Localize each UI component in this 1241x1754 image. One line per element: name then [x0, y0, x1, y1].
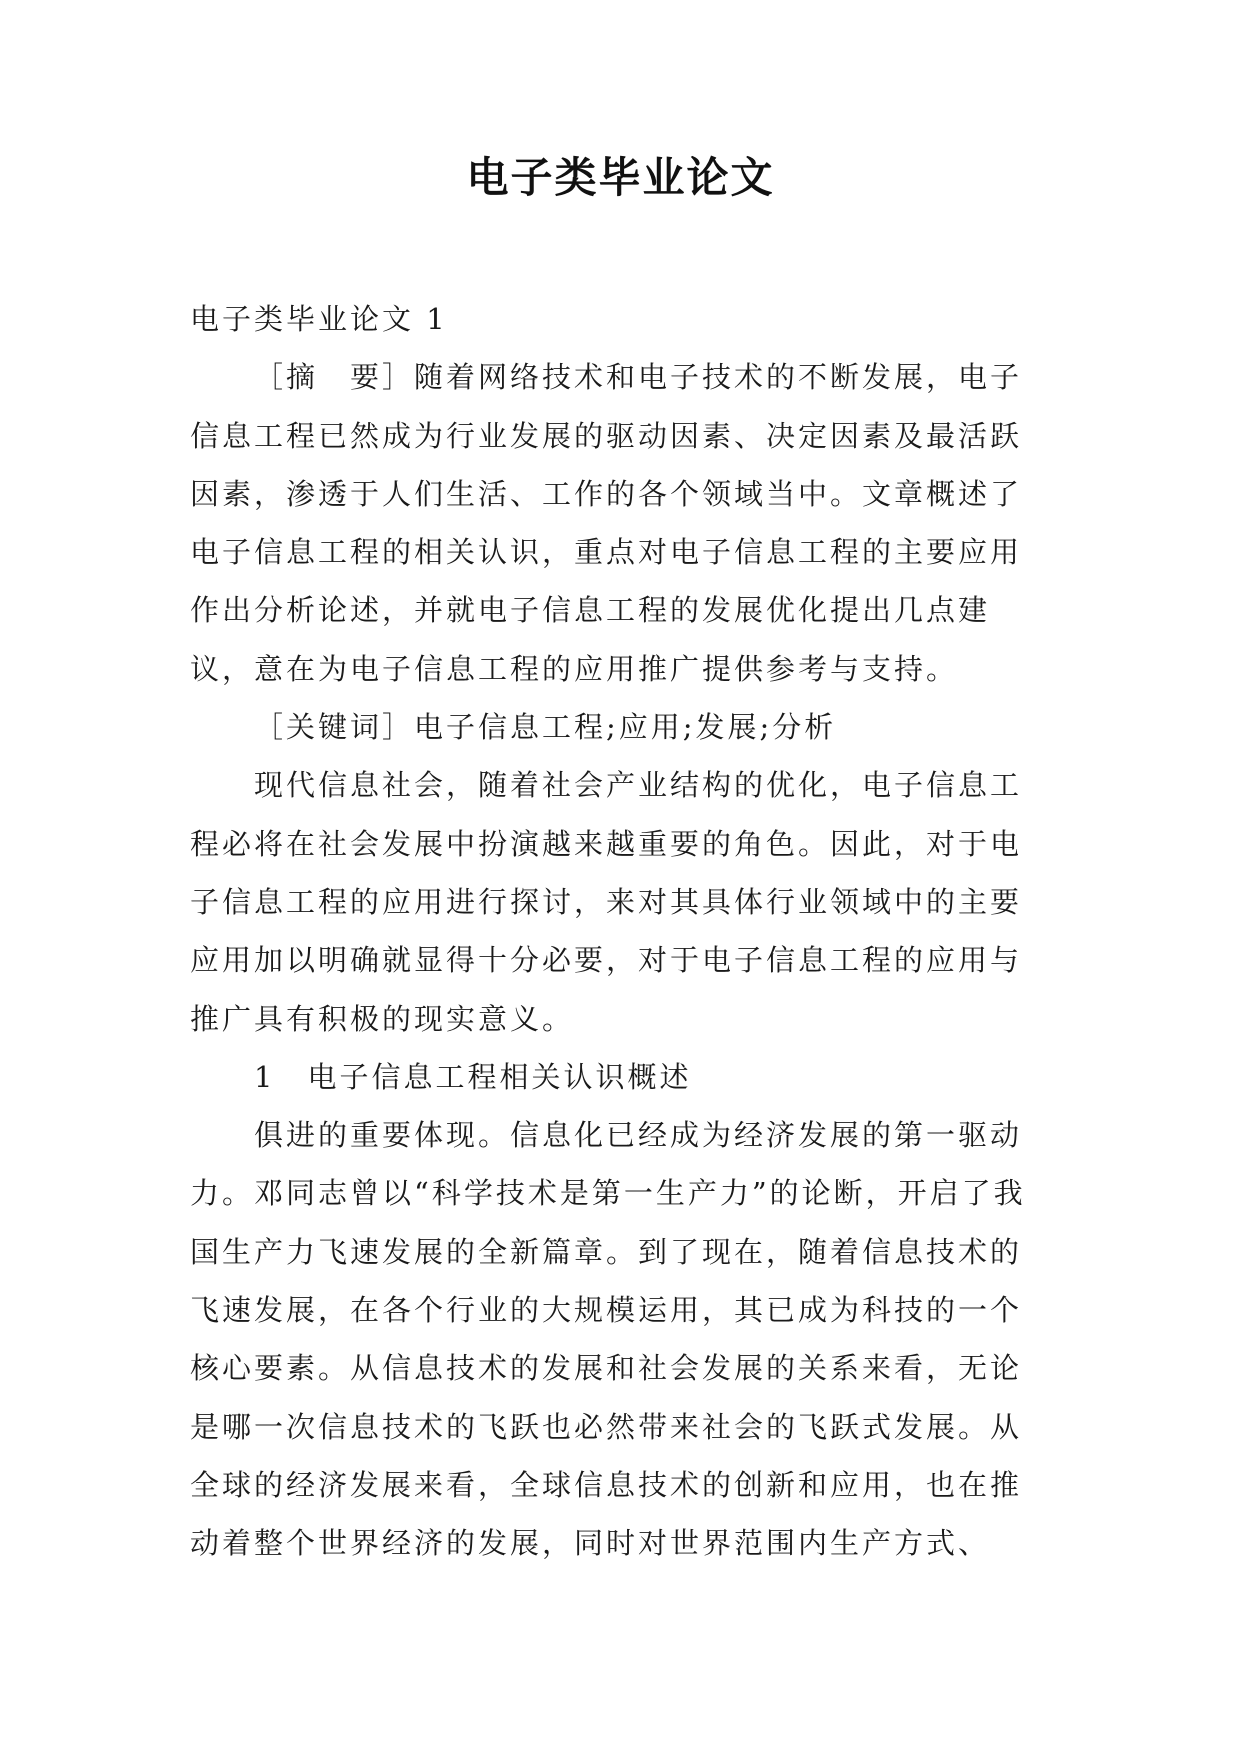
section-heading: 1 电子信息工程相关认识概述 [254, 1059, 692, 1094]
section-body-paragraph: 俱进的重要体现。信息化已经成为经济发展的第一驱动力。邓同志曾以“科学技术是第一生产力”的论断，开启了我国生产力飞速发展的全新篇章。到了现在，随着信息技术的飞速发展，在各个行业的大规模运用，其已成为科技的一个核心要素。从信息技术的发展和社会发展的关系来看，无论是哪一次信息技术的飞跃也必然带来社会的飞跃式发展。从全球的经济发展来看，全球信息技术的创新和应用，也在推动着整个世界经济的发展，同时对世界范围内生产方式、 [190, 1118, 1026, 1561]
intro-paragraph: 现代信息社会，随着社会产业结构的优化，电子信息工程必将在社会发展中扮演越来越重要的角色。因此，对于电子信息工程的应用进行探讨，来对其具体行业领域中的主要应用加以明确就显得十分必要，对于电子信息工程的应用与推广具有积极的现实意义。 [190, 768, 1023, 1036]
keywords-paragraph: ［关键词］电子信息工程;应用;发展;分析 [254, 710, 837, 745]
article-subtitle: 电子类毕业论文 1 [190, 302, 448, 336]
document-body [190, 290, 1050, 1573]
document-title: 电子类毕业论文 [466, 153, 775, 202]
abstract-paragraph: ［摘 要］随着网络技术和电子技术的不断发展，电子信息工程已然成为行业发展的驱动因素、决定因素及最活跃因素，渗透于人们生活、工作的各个领域当中。文章概述了电子信息工程的相关认识，重点对电子信息工程的主要应用作出分析论述，并就电子信息工程的发展优化提出几点建议，意在为电子信息工程的应用推广提供参考与支持。 [190, 360, 1023, 686]
